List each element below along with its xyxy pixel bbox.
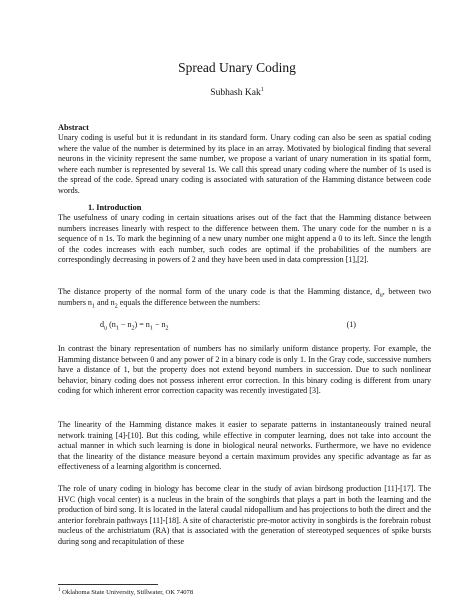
eq-n2-sub: 2 (131, 325, 135, 332)
p2-text: The distance property of the normal form of the unary code is that the Hamming distance, d (58, 287, 380, 296)
author-line (0, 88, 474, 98)
eq-n1-sub: 1 (115, 325, 119, 332)
author-name: Subhash Kak (210, 88, 261, 98)
p2-sub-2: 2 (114, 303, 118, 310)
intro-paragraph-5: The role of unary coding in biology has become clear in the study of avian birdsong production [11]-[17]. The HVC (high vocal center) is a nucleus in the brain of the songbirds that plays a part in both the learning and the production of bird song. It is located in the lateral caudal nidopallium and has projections to both the direct and the anterior forebrain pathways [11]-[18]. A site of characteristic pre-motor activity in songbirds is the forebrain robust nucleus of the archistriatum (RA) that is associated with the generation of stereotyped sequences of spike bursts during song and recapitulation of these (58, 484, 431, 546)
paper-title: Spread Unary Coding (178, 60, 296, 75)
eq-rhs-n2-sub: 2 (165, 325, 169, 332)
eq-rhs-minus: − n (152, 320, 166, 329)
p2-text-c: equals the difference between the numbers: (117, 297, 261, 307)
footnote-mark: 1 (58, 588, 61, 593)
eq-lhs-open: (n (107, 320, 116, 329)
p2-text-b: and n (94, 297, 115, 307)
footnote-text: Oklahoma State University, Stillwater, OK 74078 (60, 589, 194, 597)
eq-d-sub: u (104, 325, 108, 332)
p2-text-a: , between two numbers n (58, 287, 431, 307)
intro-paragraph-2 (58, 287, 431, 308)
p2-sub-1: 1 (91, 303, 95, 310)
abstract-text: Unary coding is useful but it is redundant in its standard form. Unary coding can also be seen as spatial coding where the value of the number is determined by its place in an array. Motivated by biological finding that several neurons in the vicinity represent the same number, we propose a variant of unary numeration in its spatial form, where each number is represented by several 1s. We call this spread unary coding where the number of 1s used is the spread of the code. Spread unary coding is associated with saturation of the Hamming distance between code words. (58, 133, 431, 195)
author-footnote-mark: 1 (260, 86, 264, 93)
eq-d: d (100, 320, 105, 329)
eq-lhs-close: ) = n (134, 320, 150, 329)
eq-minus: − n (118, 320, 132, 329)
footnote (58, 588, 193, 596)
equation-number: (1) (346, 320, 356, 329)
eq-rhs-n1-sub: 1 (149, 325, 153, 332)
intro-paragraph-1: The usefulness of unary coding in certain situations arises out of the fact that the Hamming distance between numbers increases linearly with respect to the difference between them. The unary code for the number n is a sequence of n 1s. To mark the beginning of a new unary number one might append a 0 to its left. Since the length of the codes increases with each number, such codes are optimal if the probabilities of the numbers are correspondingly decreasing in powers of 2 and they have been used in data compression [1],[2]. (58, 213, 431, 265)
abstract-heading: Abstract (58, 123, 89, 132)
intro-paragraph-4: The linearity of the Hamming distance makes it easier to separate patterns in instantaneously trained neural network training [4]-[10]. But this coding, while effective in computer learning, does not take into account the actual manner in which such learning is done in biological neural networks. Furthermore, we have no evidence that the linearity of the distance measure beyond a certain maximum provides any specific advantage as far as effectiveness of a learning algorithm is concerned. (58, 420, 431, 472)
equation-1 (100, 320, 431, 332)
p2-sub-u: u (379, 292, 383, 299)
intro-paragraph-3: In contrast the binary representation of numbers has no similarly uniform distance property. For example, the Hamming distance between 0 and any power of 2 in a binary code is only 1. In the Gray code, successive numbers have a distance of 1, but the property does not extend beyond numbers in succession. Due to such nonlinear behavior, binary coding does not possess inherent error correction. In this binary coding is different from unary coding for which inherent error correction capacity was recently investigated [3]. (58, 344, 431, 396)
section-heading-introduction: 1. Introduction (88, 203, 142, 212)
footnote-divider (58, 584, 158, 585)
